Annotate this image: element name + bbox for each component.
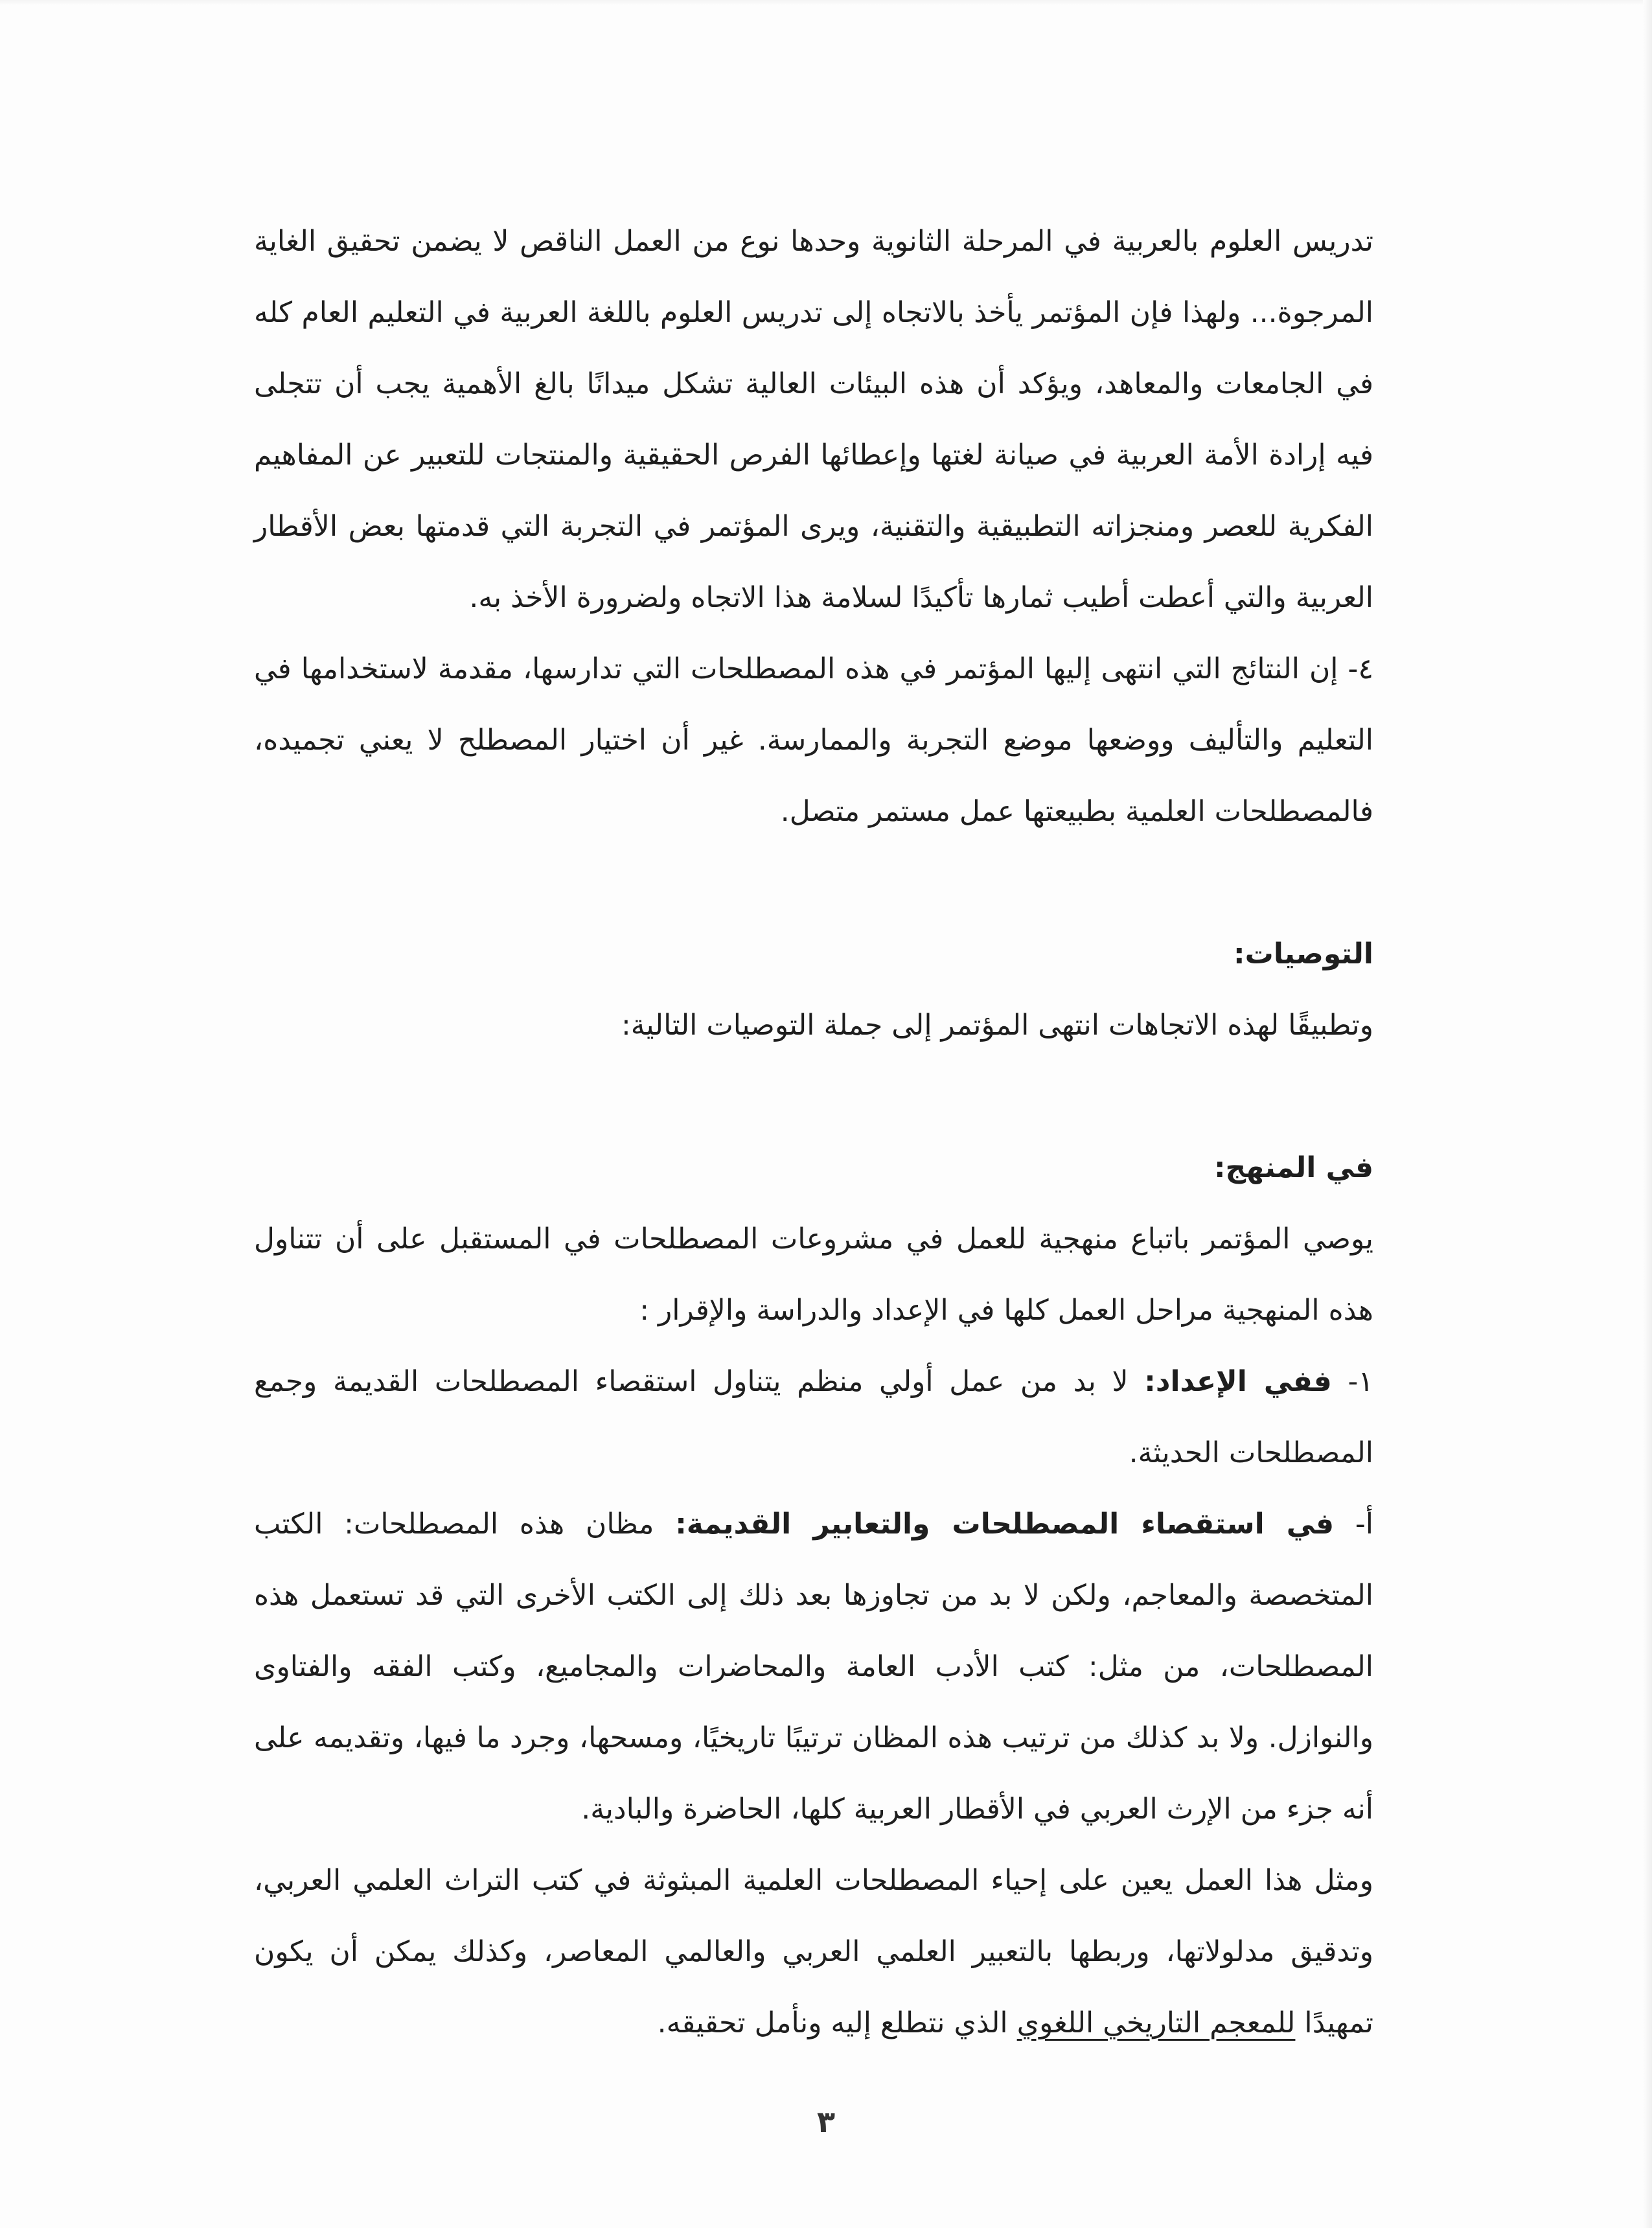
scan-edge-top bbox=[0, 0, 1652, 5]
item-a-text: مظان هذه المصطلحات: الكتب المتخصصة والمعاجم، ولكن لا بد من تجاوزها بعد ذلك إلى الكتب الأخرى التي قد تستعمل هذه المصطلحات، من مثل: كتب الأدب العامة والمحاضرات والمجاميع، وكتب الفقه والفتاوى والنوازل. ولا بد كذلك من ترتيب هذه المظان ترتيبًا تاريخيًا، ومسحها، وجرد ما فيها، وتقديمه على أنه جزء من الإرث العربي في الأقطار العربية كلها، الحاضرة والبادية. bbox=[254, 1508, 1373, 1826]
item-a-label: في استقصاء المصطلحات والتعابير القديمة: bbox=[675, 1508, 1335, 1541]
intro-paragraph-1: تدريس العلوم بالعربية في المرحلة الثانوية وحدها نوع من العمل الناقص لا يضمن تحقيق الغاية المرجوة... ولهذا فإن المؤتمر يأخذ بالاتجاه إلى تدريس العلوم باللغة العربية في التعليم العام كله في الجامعات والمعاهد، ويؤكد أن هذه البيئات العالية تشكل ميدانًا بالغ الأهمية يجب أن تتجلى فيه إرادة الأمة العربية في صيانة لغتها وإعطائها الفرص الحقيقية والمنتجات للتعبير عن المفاهيم الفكرية للعصر ومنجزاته التطبيقية والتقنية، ويرى المؤتمر في التجربة التي قدمتها بعض الأقطار العربية والتي أعطت أطيب ثمارها تأكيدًا لسلامة هذا الاتجاه ولضرورة الأخذ به. bbox=[254, 225, 1373, 614]
historical-dictionary-underlined: للمعجم التاريخي اللغوي bbox=[1016, 2006, 1296, 2039]
item-1-prefix: ١- bbox=[1331, 1365, 1373, 1398]
spacer bbox=[254, 1061, 1373, 1132]
recommendations-intro: وتطبيقًا لهذه الاتجاهات انتهى المؤتمر إلى جملة التوصيات التالية: bbox=[621, 1009, 1373, 1042]
item-1-label: ففي الإعداد: bbox=[1144, 1365, 1332, 1398]
closing-before: ومثل هذا العمل يعين على إحياء المصطلحات العلمية المبثوثة في كتب التراث العلمي العربي، وتدقيق مدلولاتها، وربطها بالتعبير العلمي العربي والعالمي المعاصر، وكذلك يمكن أن يكون تمهيدًا bbox=[254, 1864, 1373, 2039]
methodology-heading: في المنهج: bbox=[1213, 1151, 1373, 1184]
recommendations-heading: التوصيات: bbox=[1233, 937, 1373, 970]
methodology-item-1 bbox=[254, 1346, 1373, 1489]
page-body bbox=[254, 206, 1373, 2059]
scan-edge-right bbox=[1643, 0, 1652, 2228]
methodology-item-a bbox=[254, 1489, 1373, 1845]
methodology-closing bbox=[254, 1845, 1373, 2059]
page-number: ٣ bbox=[816, 2104, 836, 2139]
closing-after: الذي نتطلع إليه ونأمل تحقيقه. bbox=[657, 2006, 1017, 2039]
spacer bbox=[254, 847, 1373, 919]
item-1-text: لا بد من عمل أولي منظم يتناول استقصاء المصطلحات القديمة وجمع المصطلحات الحديثة. bbox=[254, 1365, 1373, 1469]
intro-paragraph-2-item-4: ٤- إن النتائج التي انتهى إليها المؤتمر في هذه المصطلحات التي تدارسها، مقدمة لاستخدامها في التعليم والتأليف ووضعها موضع التجربة والممارسة. غير أن اختيار المصطلح لا يعني تجميده، فالمصطلحات العلمية بطبيعتها عمل مستمر متصل. bbox=[254, 652, 1373, 828]
methodology-paragraph: يوصي المؤتمر باتباع منهجية للعمل في مشروعات المصطلحات في المستقبل على أن تتناول هذه المنهجية مراحل العمل كلها في الإعداد والدراسة والإقرار : bbox=[254, 1223, 1373, 1327]
item-a-prefix: أ- bbox=[1334, 1508, 1373, 1541]
